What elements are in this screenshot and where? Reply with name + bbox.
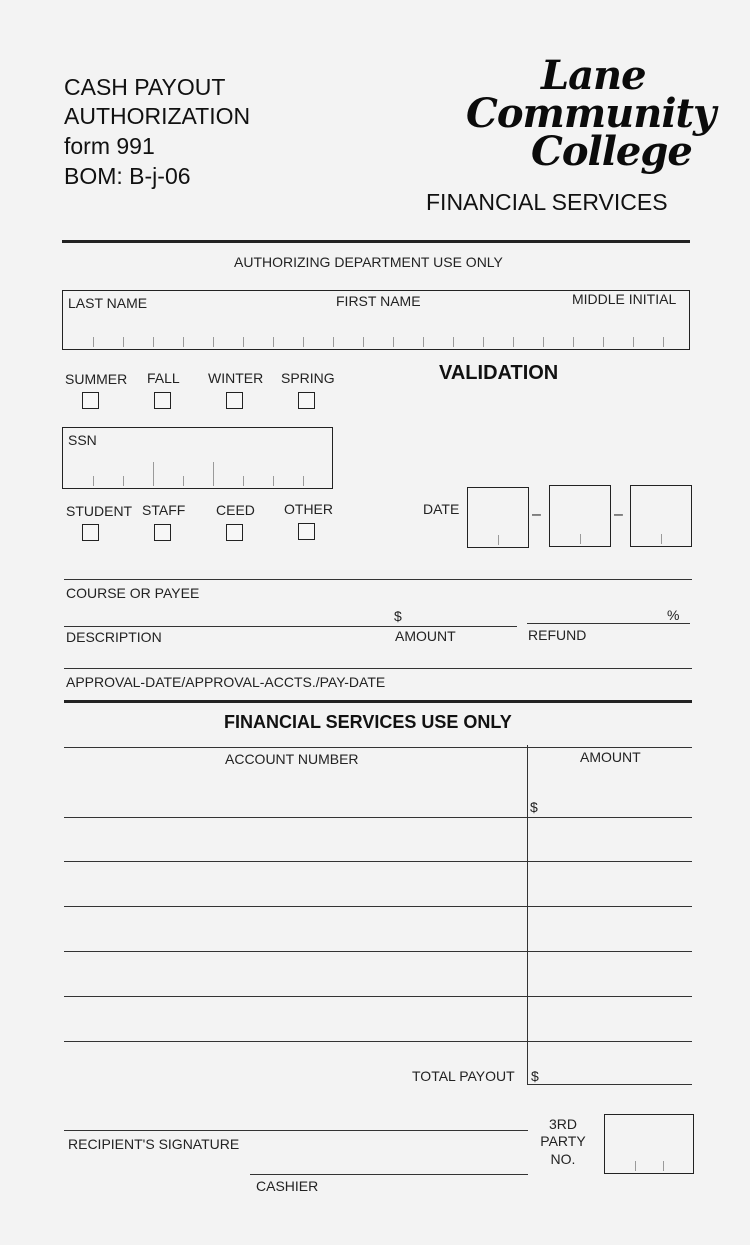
character-tick xyxy=(153,337,154,347)
character-tick xyxy=(633,337,634,347)
character-tick xyxy=(543,337,544,347)
amount-header: AMOUNT xyxy=(580,749,641,765)
approval-label: APPROVAL-DATE/APPROVAL-ACCTS./PAY-DATE xyxy=(66,674,386,690)
third-party-label-line3: NO. xyxy=(550,1151,576,1167)
name-field[interactable] xyxy=(62,290,690,350)
payee-label-ceed: CEED xyxy=(216,502,255,518)
approval-line[interactable] xyxy=(64,668,692,669)
character-tick xyxy=(333,337,334,347)
total-dollar-sign: $ xyxy=(531,1068,539,1084)
payee-label-other: OTHER xyxy=(284,501,333,517)
table-row[interactable] xyxy=(64,906,692,907)
college-logo-line1: Lane xyxy=(541,52,646,99)
middle-initial-label: MIDDLE INITIAL xyxy=(572,291,677,307)
fall-checkbox[interactable] xyxy=(154,392,171,409)
college-logo-line2: Community xyxy=(466,90,716,137)
character-tick xyxy=(453,337,454,347)
description-label: DESCRIPTION xyxy=(66,629,162,645)
character-tick xyxy=(183,476,184,486)
character-tick xyxy=(661,534,662,544)
last-name-label: LAST NAME xyxy=(68,295,148,311)
form-title-line1: CASH PAYOUT xyxy=(64,74,226,100)
amount-dollar-sign: $ xyxy=(394,608,402,624)
date-month-box[interactable] xyxy=(467,487,529,548)
student-checkbox[interactable] xyxy=(82,524,99,541)
character-tick xyxy=(243,476,244,486)
character-tick xyxy=(303,476,304,486)
character-tick xyxy=(580,534,581,544)
character-tick xyxy=(498,535,499,545)
refund-line[interactable] xyxy=(527,623,690,624)
third-party-label-line1: 3RD xyxy=(548,1116,577,1132)
course-or-payee-line[interactable] xyxy=(64,579,692,580)
refund-label: REFUND xyxy=(528,627,587,643)
ssn-group-separator xyxy=(213,462,214,486)
term-label-fall: FALL xyxy=(147,370,180,386)
third-party-number-box[interactable] xyxy=(604,1114,694,1174)
table-row[interactable] xyxy=(64,817,692,818)
account-number-header: ACCOUNT NUMBER xyxy=(225,751,359,767)
character-tick xyxy=(123,476,124,486)
cashier-label: CASHIER xyxy=(256,1178,319,1194)
character-tick xyxy=(423,337,424,347)
character-tick xyxy=(243,337,244,347)
character-tick xyxy=(603,337,604,347)
character-tick xyxy=(393,337,394,347)
bom-code: BOM: B-j-06 xyxy=(64,163,191,189)
description-line[interactable] xyxy=(64,626,517,627)
date-separator: – xyxy=(532,506,541,523)
character-tick xyxy=(93,476,94,486)
term-label-winter: WINTER xyxy=(208,370,264,386)
character-tick xyxy=(635,1161,636,1171)
character-tick xyxy=(123,337,124,347)
validation-label: VALIDATION xyxy=(439,362,559,384)
refund-percent-sign: % xyxy=(667,607,680,623)
total-payout-label: TOTAL PAYOUT xyxy=(412,1068,515,1084)
financial-section-title: FINANCIAL SERVICES USE ONLY xyxy=(224,712,512,732)
form-number: form 991 xyxy=(64,133,155,159)
amount-dollar-sign: $ xyxy=(530,799,538,815)
ssn-group-separator xyxy=(153,462,154,486)
character-tick xyxy=(513,337,514,347)
payee-label-staff: STAFF xyxy=(142,502,186,518)
form-title-line2: AUTHORIZATION xyxy=(64,103,251,129)
character-tick xyxy=(273,476,274,486)
first-name-label: FIRST NAME xyxy=(336,293,421,309)
summer-checkbox[interactable] xyxy=(82,392,99,409)
date-label: DATE xyxy=(423,501,460,517)
character-tick xyxy=(573,337,574,347)
third-party-label-line2: PARTY xyxy=(540,1133,586,1149)
authorizing-section-title: AUTHORIZING DEPARTMENT USE ONLY xyxy=(234,254,503,270)
ssn-field[interactable] xyxy=(62,427,333,489)
character-tick xyxy=(93,337,94,347)
table-top-line xyxy=(64,747,692,748)
department-name: FINANCIAL SERVICES xyxy=(426,189,668,215)
recipient-signature-label: RECIPIENT'S SIGNATURE xyxy=(68,1136,240,1152)
character-tick xyxy=(363,337,364,347)
ceed-checkbox[interactable] xyxy=(226,524,243,541)
character-tick xyxy=(213,337,214,347)
character-tick xyxy=(273,337,274,347)
cashier-line[interactable] xyxy=(250,1174,528,1175)
table-row[interactable] xyxy=(64,861,692,862)
other-checkbox[interactable] xyxy=(298,523,315,540)
course-or-payee-label: COURSE OR PAYEE xyxy=(66,585,200,601)
term-label-summer: SUMMER xyxy=(65,371,128,387)
date-day-box[interactable] xyxy=(549,485,611,547)
header-divider xyxy=(62,240,690,243)
table-row[interactable] xyxy=(64,996,692,997)
character-tick xyxy=(483,337,484,347)
payee-label-student: STUDENT xyxy=(66,503,133,519)
spring-checkbox[interactable] xyxy=(298,392,315,409)
college-logo-line3: College xyxy=(531,128,692,175)
winter-checkbox[interactable] xyxy=(226,392,243,409)
recipient-signature-line[interactable] xyxy=(64,1130,528,1131)
table-row[interactable] xyxy=(64,951,692,952)
date-year-box[interactable] xyxy=(630,485,692,547)
table-row[interactable] xyxy=(64,1041,692,1042)
date-separator: – xyxy=(614,506,623,523)
character-tick xyxy=(663,337,664,347)
staff-checkbox[interactable] xyxy=(154,524,171,541)
section-divider xyxy=(64,700,692,703)
ssn-label: SSN xyxy=(68,432,97,448)
character-tick xyxy=(663,1161,664,1171)
term-label-spring: SPRING xyxy=(281,370,335,386)
table-column-divider xyxy=(527,745,528,1085)
character-tick xyxy=(303,337,304,347)
amount-label: AMOUNT xyxy=(395,628,456,644)
total-payout-line[interactable] xyxy=(527,1084,692,1085)
character-tick xyxy=(183,337,184,347)
